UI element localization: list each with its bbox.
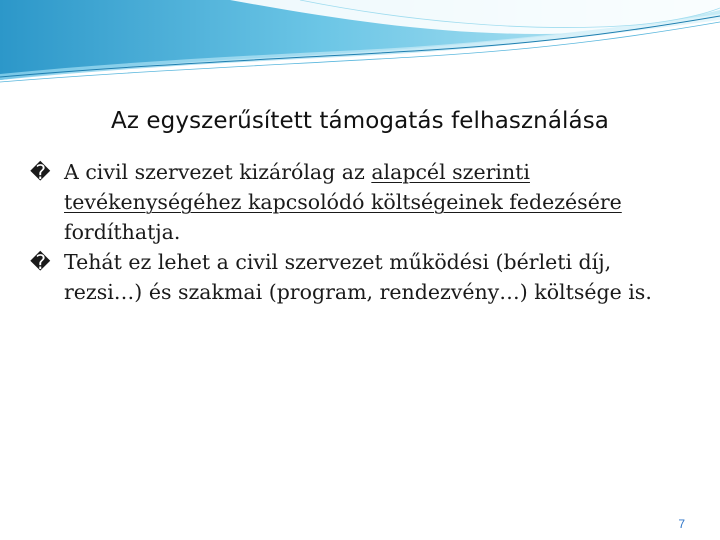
wave-header-decoration	[0, 0, 720, 90]
bullet-1-text-start: A civil szervezet kizárólag az	[64, 160, 372, 184]
slide-title: Az egyszerűsített támogatás felhasználása	[111, 108, 609, 134]
bullet-icon: �	[30, 250, 51, 274]
page-number: 7	[678, 517, 685, 531]
bullet-2-text: Tehát ez lehet a civil szervezet működési (bérleti díj, rezsi…) és szakmai (program, rendezvény…) költsége is.	[64, 250, 652, 304]
bullet-1-text-end: fordíthatja.	[64, 220, 181, 244]
bullet-icon: �	[30, 160, 51, 184]
bullet-item-2	[30, 247, 690, 307]
slide-content	[30, 157, 690, 307]
bullet-1-underlined-text: alapcél szerinti tevékenységéhez kapcsolódó költségeinek fedezésére	[64, 160, 622, 214]
bullet-item-1	[30, 157, 690, 247]
